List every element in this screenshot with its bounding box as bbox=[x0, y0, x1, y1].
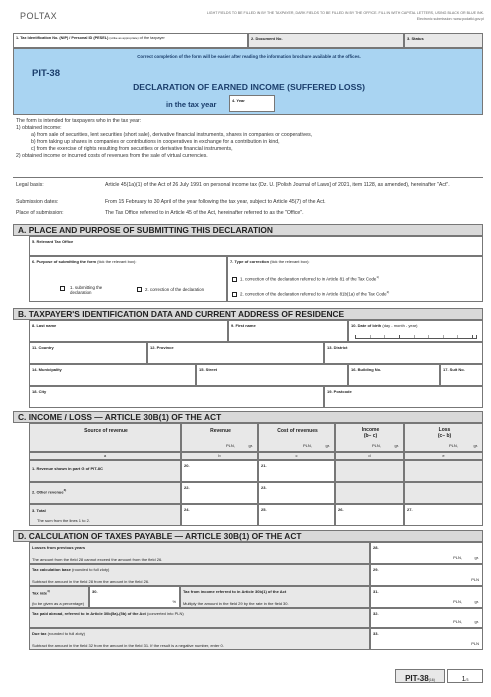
field-22-label: 22. bbox=[184, 485, 190, 490]
header-electronic: Electronic submission: www.podatki.gov.pl bbox=[416, 17, 484, 21]
col-costs-label: Cost of revenues bbox=[277, 428, 318, 434]
tax-income-text: Multiply the amount in the field 29 by the rate in the field 30. bbox=[183, 601, 289, 606]
first-name-field[interactable] bbox=[228, 320, 348, 342]
col-income-gr: gr. bbox=[394, 443, 399, 448]
city-field[interactable] bbox=[29, 386, 324, 408]
tax-base-hint: (rounded to full zloty) bbox=[71, 567, 110, 572]
correction-81-sup: 1) bbox=[376, 275, 380, 279]
correction-81b-label: 2. correction of the declaration referred to in Article 81b(1a) of the Tax Code bbox=[240, 291, 387, 297]
place-label: Place of submission: bbox=[16, 210, 64, 216]
tax-base-cell bbox=[29, 564, 370, 586]
col-letter-c: c bbox=[258, 452, 335, 460]
col-letter-d: d bbox=[335, 452, 404, 460]
tax-id-field[interactable] bbox=[13, 33, 248, 48]
field-27-label: 27. bbox=[407, 507, 413, 512]
submission-dates-label: Submission dates: bbox=[16, 199, 59, 205]
legal-basis-text: Article 45(1a)(1) of the Act of 26 July 1991 on personal income tax (Dz. U. [Polish Journal of Laws] of 2021, item 1128, as amended), hereinafter "Act". bbox=[105, 182, 450, 188]
row-pit8c-label-cell bbox=[29, 460, 181, 482]
field-20-label: 20. bbox=[184, 463, 190, 468]
tax-id-suffix: of the taxpayer bbox=[139, 36, 165, 40]
building-no-label: 16. Building No. bbox=[351, 367, 382, 372]
year-field[interactable] bbox=[229, 95, 275, 112]
country-label: 11. Country bbox=[32, 345, 54, 350]
building-no-field[interactable] bbox=[348, 364, 440, 386]
checkbox-correction[interactable] bbox=[137, 287, 142, 292]
field-31-label: 31. bbox=[373, 589, 379, 594]
due-tax-text: Subtract the amount in the field 32 from the amount in the field 31. If the result is a negative number, enter 0. bbox=[32, 643, 224, 648]
col-income-pln: PLN, bbox=[372, 443, 381, 448]
purpose-correction-label: 2. correction of the declaration bbox=[145, 287, 205, 292]
first-name-label: 9. First name bbox=[231, 323, 256, 328]
status-field bbox=[404, 33, 483, 48]
municipality-field[interactable] bbox=[29, 364, 196, 386]
tax-abroad-title: Tax paid abroad, referred to in Article 30b(5a)-(5b) of the Act bbox=[32, 611, 146, 616]
field-24-label: 24. bbox=[184, 507, 190, 512]
correction-type-field bbox=[227, 256, 483, 302]
footer-page-box bbox=[447, 669, 483, 683]
footer-page-of: /3 bbox=[465, 678, 469, 682]
section-d-title: D. CALCULATION OF TAXES PAYABLE — ARTICLE 30B(1) OF THE ACT bbox=[13, 530, 483, 542]
country-field[interactable] bbox=[29, 342, 147, 364]
correction-81-label: 1. correction of the declaration referred to in Article 81 of the Tax Code bbox=[240, 276, 377, 282]
field-30[interactable] bbox=[89, 586, 180, 608]
intro-lead: The form is intended for taxpayers who in the tax year: bbox=[16, 118, 142, 124]
submission-dates-text: From 15 February to 30 April of the year following the tax year, subject to Article 45(7) of the Act. bbox=[105, 199, 326, 205]
due-tax-cell bbox=[29, 628, 370, 650]
status-label: 3. Status bbox=[407, 36, 424, 41]
purpose-option-submit[interactable] bbox=[60, 285, 102, 295]
field-27[interactable] bbox=[404, 504, 483, 526]
field-23[interactable] bbox=[258, 482, 335, 504]
row-total-label-cell bbox=[29, 504, 181, 526]
col-letter-b: b bbox=[181, 452, 258, 460]
municipality-label: 14. Municipality bbox=[32, 367, 62, 372]
district-label: 13. District bbox=[327, 345, 348, 350]
row2-loss-cell bbox=[404, 482, 483, 504]
province-label: 12. Province bbox=[150, 345, 174, 350]
purpose-submit-label-1: 1. submitting the bbox=[70, 285, 103, 290]
col-revenue-pln: PLN, bbox=[226, 443, 235, 448]
dob-label: 10. Date of birth bbox=[351, 323, 382, 328]
field-21-label: 21. bbox=[261, 463, 267, 468]
correction-option-81[interactable] bbox=[232, 275, 379, 282]
tax-year-label: in the tax year bbox=[166, 100, 217, 109]
footer-form-code-box bbox=[395, 669, 445, 683]
suit-no-label: 17. Suit No. bbox=[443, 367, 465, 372]
poltax-logo: POLTAX bbox=[20, 11, 58, 21]
correction-type-label: 7. Type of correction bbox=[230, 259, 270, 264]
tax-from-income-cell bbox=[180, 586, 370, 608]
tax-office-label: 5. Relevant Tax Office bbox=[32, 239, 74, 244]
form-code: PIT-38 bbox=[32, 68, 60, 79]
due-tax-title: Due tax bbox=[32, 631, 47, 636]
field-28-label: 28. bbox=[373, 545, 379, 550]
footer-page: 1 bbox=[461, 676, 466, 683]
intro-block bbox=[13, 115, 483, 176]
field-31-pln: PLN, bbox=[453, 599, 462, 604]
tax-income-title: Tax from income referred to in Article 30b(1) of the Act bbox=[183, 589, 287, 594]
field-32-gr: gr. bbox=[474, 619, 479, 624]
col-loss-pln: PLN, bbox=[449, 443, 458, 448]
row2-income-cell bbox=[335, 482, 404, 504]
section-b-title: B. TAXPAYER'S IDENTIFICATION DATA AND CURRENT ADDRESS OF RESIDENCE bbox=[13, 308, 483, 320]
postcode-field[interactable] bbox=[324, 386, 483, 408]
row1-loss-cell bbox=[404, 460, 483, 482]
intro-item-1: 1) obtained income: bbox=[16, 125, 62, 131]
intro-item-c: c) from the exercise of rights resulting from securities or derivative financial instruments, bbox=[31, 146, 233, 152]
street-field[interactable] bbox=[196, 364, 348, 386]
col-income-label: Income bbox=[361, 427, 380, 433]
col-letter-e: e bbox=[404, 452, 483, 460]
col-loss-label: Loss bbox=[438, 427, 451, 433]
suit-no-field[interactable] bbox=[440, 364, 483, 386]
field-21[interactable] bbox=[258, 460, 335, 482]
field-28-pln: PLN, bbox=[453, 555, 462, 560]
postcode-label: 19. Postcode bbox=[327, 389, 352, 394]
col-loss-sub: (c– b) bbox=[437, 433, 452, 439]
district-field[interactable] bbox=[324, 342, 483, 364]
last-name-field[interactable] bbox=[29, 320, 228, 342]
banner bbox=[13, 48, 483, 115]
purpose-submit-label-2: declaration bbox=[70, 290, 92, 295]
document-no-label: 2. Document No. bbox=[251, 36, 283, 41]
row1-income-cell bbox=[335, 460, 404, 482]
field-20[interactable] bbox=[181, 460, 258, 482]
losses-text: The amount from the field 28 cannot exceed the amount from the field 26. bbox=[32, 557, 163, 562]
row-other-label-cell bbox=[29, 482, 181, 504]
col-costs-gr: gr. bbox=[325, 443, 330, 448]
col-revenue-gr: gr. bbox=[248, 443, 253, 448]
field-26[interactable] bbox=[335, 504, 404, 526]
row-total-sub: The sum from the lines 1 to 2. bbox=[37, 518, 90, 523]
purpose-option-correction[interactable] bbox=[137, 287, 204, 292]
tax-base-title: Tax calculation base bbox=[32, 567, 71, 572]
field-32-pln: PLN, bbox=[453, 619, 462, 624]
correction-81b-sup: 2) bbox=[386, 290, 390, 294]
field-29-label: 29. bbox=[373, 567, 379, 572]
field-33-pln: PLN bbox=[471, 641, 479, 646]
col-header-income bbox=[335, 423, 404, 452]
field-31[interactable] bbox=[370, 586, 483, 608]
purpose-hint: (tick the relevant box): bbox=[97, 259, 137, 264]
legal-block bbox=[13, 177, 483, 221]
purpose-label: 6. Purpose of submitting the form bbox=[32, 259, 97, 264]
row-other-label: 2. Other revenue bbox=[32, 489, 64, 495]
col-header-revenue bbox=[181, 423, 258, 452]
intro-item-a: a) from sale of securities, lent securities (short sale), derivative financial instruments, shares in companies or cooperatives, bbox=[31, 132, 313, 138]
field-28[interactable] bbox=[370, 542, 483, 564]
correction-type-hint: (tick the relevant box): bbox=[270, 259, 310, 264]
tax-base-text: Subtract the amount in the field 28 from the amount in the field 26. bbox=[32, 579, 150, 584]
header-notice: LIGHT FIELDS TO BE FILLED IN BY THE TAXPAYER, DARK FIELDS TO BE FILLED IN BY THE OFFICE. FILL IN WITH CAPITAL LETTERS, USING BLACK OR BLUE INK. bbox=[206, 11, 484, 15]
losses-previous-years-cell bbox=[29, 542, 370, 564]
province-field[interactable] bbox=[147, 342, 324, 364]
col-header-source bbox=[29, 423, 181, 452]
field-29[interactable] bbox=[370, 564, 483, 586]
place-text: The Tax Office referred to in Article 45 of the Act, hereinafter referred to as the "Office". bbox=[105, 210, 304, 216]
col-header-loss bbox=[404, 423, 483, 452]
date-of-birth-field[interactable] bbox=[348, 320, 483, 342]
section-c-title: C. INCOME / LOSS — ARTICLE 30B(1) OF THE ACT bbox=[13, 411, 483, 423]
field-33[interactable] bbox=[370, 628, 483, 650]
city-label: 18. City bbox=[32, 389, 47, 394]
col-loss-gr: gr. bbox=[473, 443, 478, 448]
field-26-label: 26. bbox=[338, 507, 344, 512]
footer-version: (16) bbox=[428, 678, 435, 682]
tax-abroad-hint: (converted into PLN) bbox=[147, 611, 184, 616]
dob-hint: (day - month - year) bbox=[382, 323, 418, 328]
intro-item-2: 2) obtained income or incurred costs of revenues from the sale of virtual currencies. bbox=[16, 153, 208, 159]
tax-rate-title: Tax rate bbox=[32, 590, 48, 596]
field-25-label: 25. bbox=[261, 507, 267, 512]
street-label: 15. Street bbox=[199, 367, 218, 372]
col-costs-pln: PLN, bbox=[303, 443, 312, 448]
field-25[interactable] bbox=[258, 504, 335, 526]
document-no-field bbox=[248, 33, 404, 48]
row-pit8c-label: 1. Revenue shown in part G of PIT-8C bbox=[32, 466, 103, 471]
tax-office-field[interactable] bbox=[29, 236, 483, 256]
tax-rate-cell bbox=[29, 586, 89, 608]
row-total-label: 3. Total bbox=[32, 508, 46, 513]
col-source-label: Source of revenue bbox=[84, 428, 128, 434]
footer-form-code: PIT-38 bbox=[405, 674, 429, 683]
field-31-gr: gr. bbox=[474, 599, 479, 604]
field-24[interactable] bbox=[181, 504, 258, 526]
field-30-percent: % bbox=[172, 599, 176, 604]
tax-id-note: (strike as appropriate) bbox=[109, 36, 139, 40]
section-a-title: A. PLACE AND PURPOSE OF SUBMITTING THIS DECLARATION bbox=[13, 224, 483, 236]
tax-abroad-cell bbox=[29, 608, 370, 628]
field-22[interactable] bbox=[181, 482, 258, 504]
correction-option-81b[interactable] bbox=[232, 290, 389, 297]
due-tax-hint: (rounded to full zloty) bbox=[47, 631, 85, 636]
checkbox-submit[interactable] bbox=[60, 286, 65, 291]
form-title: DECLARATION OF EARNED INCOME (SUFFERED LOSS) bbox=[133, 82, 365, 92]
field-29-pln: PLN bbox=[471, 577, 479, 582]
field-30-label: 30. bbox=[92, 589, 98, 594]
field-32-label: 32. bbox=[373, 611, 379, 616]
field-28-gr: gr. bbox=[474, 555, 479, 560]
checkbox-81[interactable] bbox=[232, 277, 237, 282]
tax-id-label: 1. Tax Identification No. (NIP) / Personal ID (PESEL) bbox=[16, 36, 109, 40]
col-header-costs bbox=[258, 423, 335, 452]
field-23-label: 23. bbox=[261, 485, 267, 490]
row-other-sup: 3) bbox=[63, 488, 67, 492]
tax-rate-sup: 4) bbox=[47, 589, 50, 593]
col-revenue-label: Revenue bbox=[210, 428, 231, 434]
legal-basis-label: Legal basis: bbox=[16, 182, 44, 188]
intro-item-b: b) from taking up shares in companies or contributions in cooperatives in exchange for a contribution in kind, bbox=[31, 139, 280, 145]
tax-rate-hint: (to be given as a percentage) bbox=[32, 601, 85, 606]
col-income-sub: (b– c) bbox=[363, 433, 378, 439]
last-name-label: 8. Last name bbox=[32, 323, 57, 328]
field-32[interactable] bbox=[370, 608, 483, 628]
losses-title: Losses from previous years bbox=[32, 545, 86, 550]
dob-ticks bbox=[355, 335, 477, 339]
banner-notice: Correct completion of the form will be easier after reading the information brochure available at the offices. bbox=[137, 54, 361, 59]
checkbox-81b[interactable] bbox=[232, 292, 237, 297]
field-33-label: 33. bbox=[373, 631, 379, 636]
purpose-field bbox=[29, 256, 227, 302]
year-label: 4. Year bbox=[232, 98, 245, 103]
col-letter-a: a bbox=[29, 452, 181, 460]
